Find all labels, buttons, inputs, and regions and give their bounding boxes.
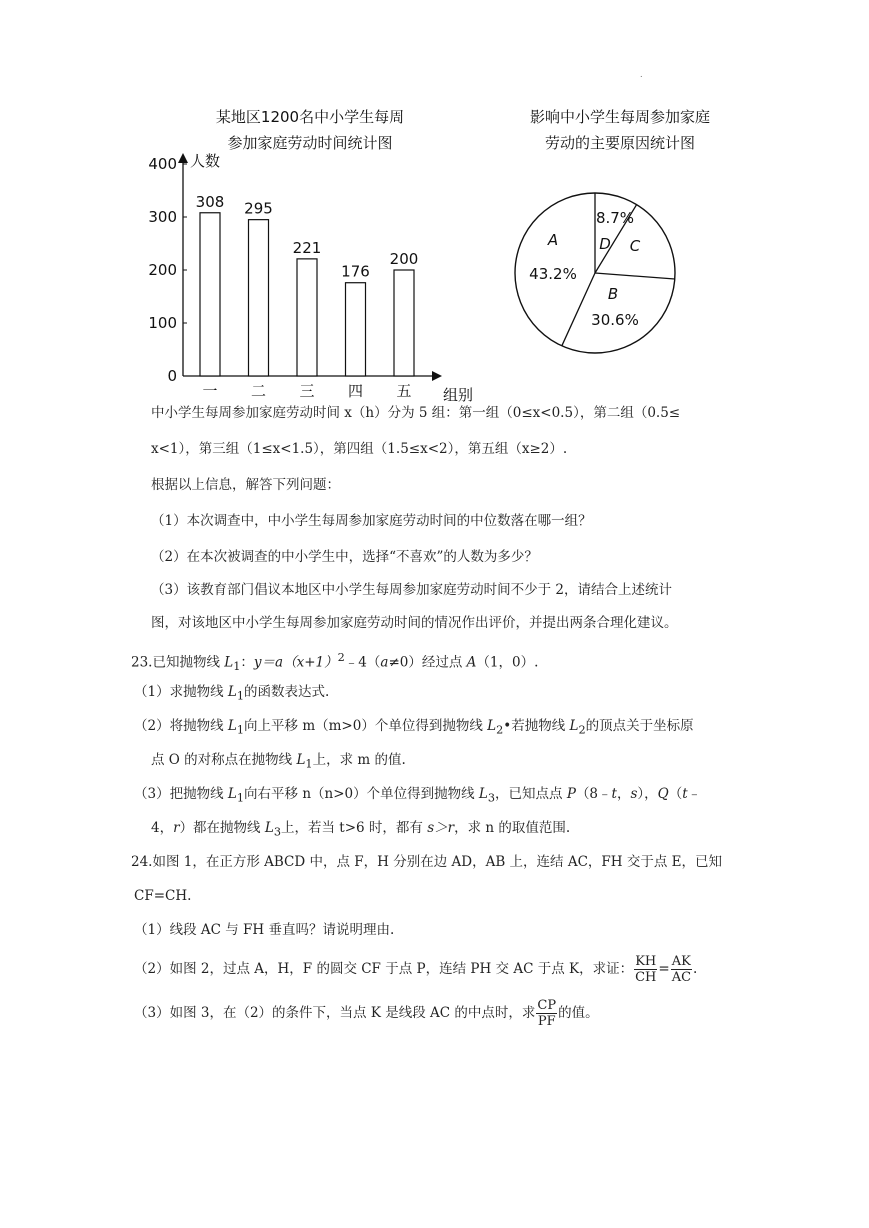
bar-ylabel: 人数 [190,152,221,170]
pie-chart-title-line1: 影响中小学生每周参加家庭 [529,108,710,126]
bar-value-label: 221 [292,238,322,257]
problem-23-part3-line1: （3）把抛物线 $L_1$向右平移 n（n>0）个单位得到抛物线 $L_3$，已知点点 P（8﹣t，s），Q（t﹣ [134,786,702,805]
bar-category-label: 三 [299,382,315,400]
pie-percent-label: 8.7% [595,209,635,227]
problem-24-part2: （2）如图 2，过点 A，H，F 的圆交 CF 于点 P，连结 PH 交 AC 于点 K，求证： $\frac{KH}{CH}$ = $\frac{AK}{AC}$ . [134,954,698,985]
bar-chart-title-line2: 参加家庭劳动时间统计图 [227,134,393,152]
problem-23-stem: 23.已知抛物线 $L_1$：$y=a(x+1)^2﹣4(a\ne 0)$经过点 A（1，0）. [131,651,539,674]
bar-y-tick-label: 400 [148,155,177,173]
bar-category-label: 一 [202,382,218,400]
problem-23-part3-line2: 4，r）都在抛物线 $L_3$上，若当 t>6 时，都有 s＞r，求 n 的取值范围. [151,820,571,839]
para-groups-2: x<1），第三组（1≤x<1.5），第四组（1.5≤x<2），第五组（x≥2）. [151,441,568,457]
pie-slice-label: B [607,285,619,303]
problem-23-part2-line2: 点 O 的对称点在抛物线 $L_1$上，求 m 的值. [151,752,406,771]
pie-chart [505,183,685,363]
bar-value-label: 308 [195,192,225,211]
bar-category-label: 五 [396,382,412,400]
bar-y-tick-label: 100 [148,314,177,332]
fraction-cp-pf: $\frac{CP}{PF}$ [537,998,557,1029]
bar [200,213,220,376]
bar-value-label: 295 [244,199,273,218]
fraction-kh-ch: $\frac{KH}{CH}$ [635,954,657,985]
fraction-ak-ac: $\frac{AK}{AC}$ [671,954,692,985]
bar-x-axis-arrow [432,371,442,381]
question-3-line2: 图，对该地区中小学生每周参加家庭劳动时间的情况作出评价，并提出两条合理化建议。 [151,615,678,631]
bar-category-label: 二 [250,382,267,400]
bar-chart-title-line1: 某地区1200名中小学生每周 [215,108,405,126]
pie-chart-title-line2: 劳动的主要原因统计图 [544,134,695,152]
question-3-line1: （3）该教育部门倡议本地区中小学生每周参加家庭劳动时间不少于 2，请结合上述统计 [151,582,672,598]
problem-24-stem-line1: 24.如图 1，在正方形 ABCD 中，点 F，H 分别在边 AD，AB 上，连结 AC，FH 交于点 E，已知 [131,854,722,870]
bar-value-label: 200 [389,250,419,268]
bar [394,270,414,376]
bar [297,259,317,376]
pie-slice-label: A [547,231,559,249]
bar [249,220,269,376]
problem-24-stem-line2: CF=CH. [134,888,192,904]
problem-24-part3: （3）如图 3，在（2）的条件下，当点 K 是线段 AC 的中点时，求 $\frac{CP}{PF}$ 的值。 [134,998,599,1029]
pie-percent-label: 43.2% [529,265,577,283]
question-1: （1）本次调查中，中小学生每周参加家庭劳动时间的中位数落在哪一组？ [151,513,592,529]
bar-y-tick-label: 300 [148,208,177,226]
pie-slice-label: D [599,235,611,253]
question-2: （2）在本次被调查的中小学生中，选择“不喜欢”的人数为多少？ [151,549,538,565]
pie-percent-label: 30.6% [591,311,639,329]
para-groups-1: 中小学生每周参加家庭劳动时间 x（h）分为 5 组：第一组（0≤x<0.5），第二组（0.5≤ [151,405,681,421]
bar-value-label: 176 [341,262,370,281]
pie-chart-title [490,104,750,156]
problem-23-part1: （1）求抛物线 $L_1$的函数表达式. [134,684,330,703]
bar-y-tick-label: 200 [148,261,177,279]
bar-y-tick-label: 0 [167,367,177,385]
bar-xlabel: 组别 [443,386,474,404]
corner-mark: . [640,70,643,79]
bar-category-label: 四 [347,382,364,400]
problem-24-part1: （1）线段 AC 与 FH 垂直吗？请说明理由. [134,922,395,938]
bar-chart [140,148,490,410]
problem-23-part2-line1: （2）将抛物线 $L_1$向上平移 m（m>0）个单位得到抛物线 $L_2•$若抛物线 $L_2$的顶点关于坐标原 [134,718,694,737]
bar-y-axis-arrow [178,153,188,163]
bar [346,283,366,376]
para-instructions: 根据以上信息，解答下列问题： [151,477,340,493]
pie-slice-label: C [629,237,641,255]
